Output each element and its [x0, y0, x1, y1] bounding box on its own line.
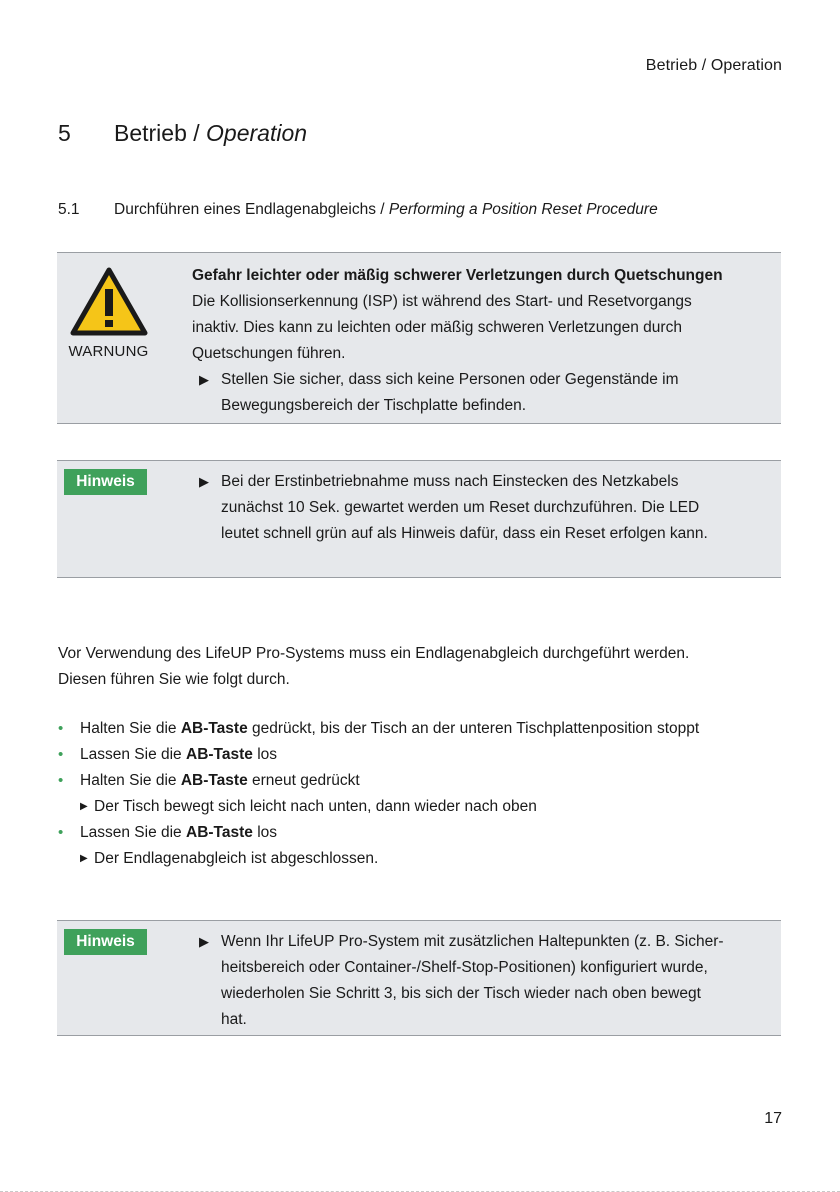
section-number: 5.1 — [58, 201, 80, 218]
chapter-title-de: Betrieb — [114, 120, 187, 146]
chapter-number: 5 — [58, 120, 71, 146]
step-text: Lassen Sie die — [80, 746, 186, 763]
step-text: Halten Sie die — [80, 720, 181, 737]
bullet-dot-icon: • — [58, 824, 64, 841]
arrow-right-icon: ▶ — [199, 372, 209, 387]
note-line: Bei der Erstinbetriebnahme muss nach Einstecken des Netzkabels — [221, 473, 679, 490]
step-text: los — [252, 746, 278, 763]
step-result — [58, 846, 778, 872]
intro-line: Diesen führen Sie wie folgt durch. — [58, 671, 290, 688]
arrow-right-icon: ▶ — [80, 853, 88, 864]
step-key: AB-Taste — [180, 772, 248, 789]
warning-body-line: Quetschungen führen. — [192, 345, 346, 362]
note-box-second — [57, 920, 781, 1036]
note-line: Wenn Ihr LifeUP Pro-System mit zusätzlichen Haltepunkten (z. B. Sicher- — [221, 933, 724, 950]
note-badge: Hinweis — [64, 469, 147, 495]
note-text — [192, 469, 811, 547]
page-number: 17 — [764, 1110, 782, 1127]
warning-body-line: inaktiv. Dies kann zu leichten oder mäßig schweren Verletzungen durch — [192, 319, 682, 336]
step-result-text: Der Tisch bewegt sich leicht nach unten, dann wieder nach oben — [94, 798, 537, 815]
arrow-right-icon: ▶ — [199, 934, 209, 949]
section-heading — [58, 201, 658, 219]
step-item — [58, 716, 778, 742]
note-line: leutet schnell grün auf als Hinweis dafür, dass ein Reset erfolgen kann. — [221, 525, 708, 542]
bullet-dot-icon: • — [58, 746, 64, 763]
warning-label: WARNUNG — [68, 343, 149, 360]
note-box-first — [57, 460, 781, 578]
step-text: Lassen Sie die — [80, 824, 186, 841]
bullet-dot-icon: • — [58, 720, 64, 737]
section-title-en: Performing a Position Reset Procedure — [388, 201, 658, 218]
note-badge: Hinweis — [64, 929, 147, 955]
arrow-right-icon: ▶ — [199, 474, 209, 489]
warning-text — [192, 263, 772, 419]
bullet-dot-icon: • — [58, 772, 64, 789]
step-text: los — [252, 824, 278, 841]
step-item — [58, 820, 778, 846]
warning-body-line: Die Kollisionserkennung (ISP) ist während des Start- und Resetvorgangs — [192, 293, 692, 310]
intro-line: Vor Verwendung des LifeUP Pro-Systems muss ein Endlagenabgleich durchgeführt werden. — [58, 645, 690, 662]
arrow-right-icon: ▶ — [80, 801, 88, 812]
note-line: hat. — [221, 1011, 247, 1028]
warning-triangle-icon — [70, 267, 148, 337]
step-text: Halten Sie die — [80, 772, 181, 789]
running-header: Betrieb / Operation — [645, 57, 782, 74]
step-key: AB-Taste — [180, 720, 248, 737]
warning-action — [192, 367, 772, 419]
step-text: gedrückt, bis der Tisch an der unteren Tischplattenposition stoppt — [247, 720, 700, 737]
warning-action-line: Bewegungsbereich der Tischplatte befinden. — [221, 397, 527, 414]
section-title-de: Durchführen eines Endlagenabgleichs — [114, 201, 376, 218]
warning-box — [57, 252, 781, 424]
warning-action-line: Stellen Sie sicher, dass sich keine Personen oder Gegenstände im — [221, 371, 679, 388]
note-line: zunächst 10 Sek. gewartet werden um Reset durchzuführen. Die LED — [221, 499, 700, 516]
step-result — [58, 794, 778, 820]
chapter-heading — [58, 120, 307, 147]
warning-title: Gefahr leichter oder mäßig schwerer Verletzungen durch Quetschungen — [192, 267, 723, 284]
step-item — [58, 768, 778, 794]
note-line: wiederholen Sie Schritt 3, bis sich der Tisch wieder nach oben bewegt — [221, 985, 701, 1002]
intro-paragraph — [58, 641, 778, 693]
chapter-title-en: Operation — [206, 120, 308, 146]
step-text: erneut gedrückt — [247, 772, 360, 789]
step-result-text: Der Endlagenabgleich ist abgeschlossen. — [94, 850, 379, 867]
step-key: AB-Taste — [186, 746, 253, 763]
step-key: AB-Taste — [186, 824, 253, 841]
note-text — [192, 929, 811, 1033]
step-item — [58, 742, 778, 768]
procedure-steps — [58, 716, 778, 872]
section-separator: / — [380, 201, 385, 218]
note-line: heitsbereich oder Container-/Shelf-Stop-Positionen) konfiguriert wurde, — [221, 959, 708, 976]
chapter-separator: / — [193, 120, 200, 146]
